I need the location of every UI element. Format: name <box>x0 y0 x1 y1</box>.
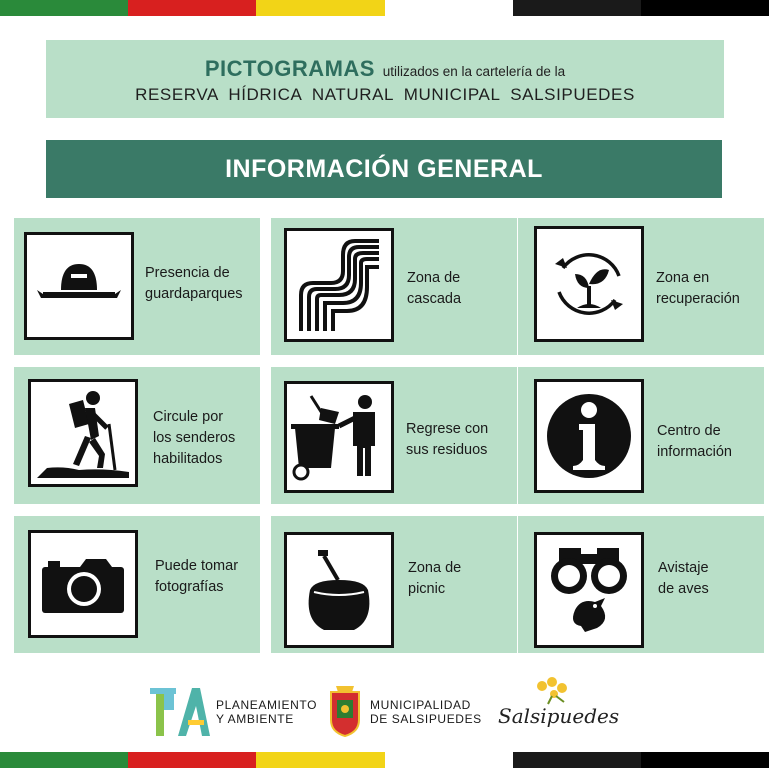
card-label: Circule por los senderos habilitados <box>153 409 236 467</box>
card-residuos <box>271 367 517 504</box>
waterfall-icon <box>284 228 394 342</box>
card-label: Zona en recuperación <box>656 270 740 307</box>
salsipuedes-logo <box>498 676 618 736</box>
card-senderos <box>14 367 260 504</box>
card-informacion <box>518 367 764 504</box>
card-cascada <box>271 218 517 355</box>
muni-text: MUNICIPALIDAD DE SALSIPUEDES <box>370 698 482 726</box>
information-icon <box>534 379 644 493</box>
card-guardaparques <box>14 218 260 355</box>
bottom-color-stripe <box>0 752 769 768</box>
card-fotografias <box>14 516 260 653</box>
flower-icon <box>534 676 574 706</box>
card-label: Zona de picnic <box>408 560 462 597</box>
card-label: Avistaje de aves <box>658 560 709 597</box>
top-color-stripe <box>0 0 769 16</box>
card-label: Centro de información <box>657 423 732 460</box>
salsipuedes-text: Salsipuedes <box>498 704 620 728</box>
card-recuperacion <box>518 218 764 355</box>
card-label: Presencia de guardaparques <box>145 265 243 302</box>
card-aves <box>518 516 764 653</box>
trash-disposal-icon <box>284 381 394 493</box>
title-rest: utilizados en la cartelería de la <box>382 64 566 79</box>
pa-text: PLANEAMIENTO Y AMBIENTE <box>216 698 318 726</box>
municipal-shield-icon <box>328 684 362 740</box>
header-subtitle: RESERVA HÍDRICA NATURAL MUNICIPAL SALSIPUEDES <box>135 85 635 104</box>
card-label: Zona de cascada <box>407 270 462 307</box>
card-label: Regrese con sus residuos <box>406 421 489 458</box>
card-label: Puede tomar fotografías <box>155 558 239 595</box>
camera-icon <box>28 530 138 638</box>
planeamiento-logo <box>148 684 317 740</box>
title-strong: PICTOGRAMAS <box>204 56 375 81</box>
pa-logo-icon <box>148 684 210 740</box>
hiker-icon <box>28 379 138 487</box>
card-picnic <box>271 516 517 653</box>
section-title: INFORMACIÓN GENERAL <box>46 140 722 198</box>
binoculars-bird-icon <box>534 532 644 648</box>
mate-gourd-icon <box>284 532 394 648</box>
municipalidad-logo <box>328 684 482 740</box>
ranger-hat-icon <box>24 232 134 340</box>
header-title-box <box>46 40 724 118</box>
recovery-sprout-icon <box>534 226 644 342</box>
header-title-line <box>46 56 724 82</box>
